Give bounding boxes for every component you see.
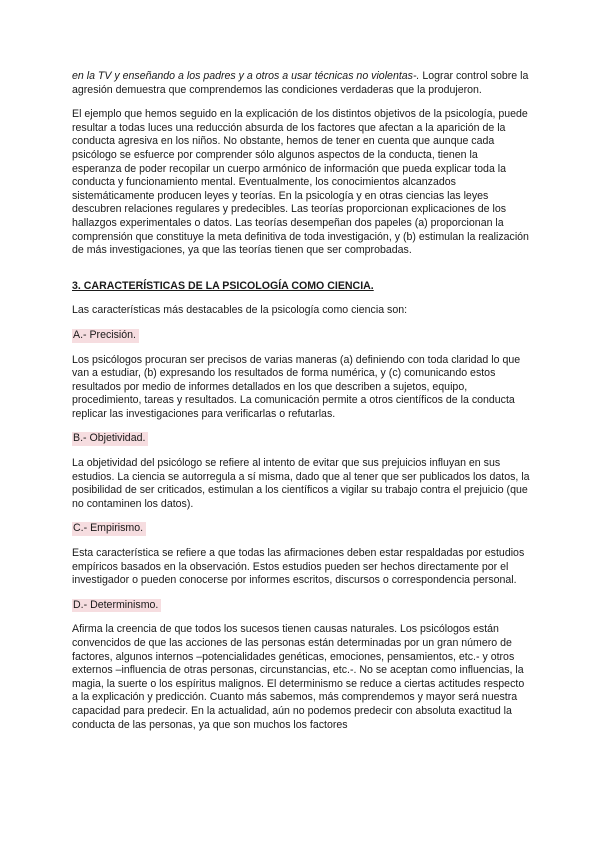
subsection-text: Afirma la creencia de que todos los sucesos tienen causas naturales. Los psicólogos están convencidos de que las acciones de las personas están determinadas por un gran número de factores, algunos internos –potencialidades genéticas, emociones, pensamientos, etc.- y otros externos –influencia de otras personas, circunstancias, etc.-. No se aceptan como influencias, la magia, la suerte o los espíritus malignos. El determinismo se reduce a ciertas actitudes respecto a la explicación y predicción. Cuanto más sabemos, más comprendemos y mayor será nuestra capacidad para predecir. En la actualidad, aún no podemos predecir con absoluta exactitud la conducta de las personas, ya que son muchos los factores xyxy=(72,623,525,731)
section-heading: 3. CARACTERÍSTICAS DE LA PSICOLOGÍA COMO CIENCIA. xyxy=(72,279,374,292)
intro-paragraph xyxy=(72,70,530,97)
subsection-title-determinismo-wrap xyxy=(72,599,530,613)
subsection-title-objetividad-wrap xyxy=(72,432,530,446)
subsection-title: D.- Determinismo. xyxy=(72,599,161,613)
subsection-text: Los psicólogos procuran ser precisos de varias maneras (a) definiendo con toda claridad lo que van a estudiar, (b) expresando los resultados de forma numérica, y (c) comunicando estos resultados por medio de informes detallados en los que describen a sujetos, equipo, procedimiento, tareas y resultados. La comunicación permite a otros científicos de la conducta replicar las investigaciones para verificarlas o refutarlas. xyxy=(72,353,521,420)
section-intro: Las características más destacables de la psicología como ciencia son: xyxy=(72,304,408,317)
subsection-text: La objetividad del psicólogo se refiere al intento de evitar que sus prejuicios influyan en sus estudios. La ciencia se autorregula a sí misma, dado que al tener que ser publicados los datos, la posibilidad de ser criticados, estimulan a los científicos a vigilar su trabajo contra el prejuicio (que no contaminen los datos). xyxy=(72,457,530,510)
intro-text: Lograr control sobre la agresión demuestra que comprendemos las condiciones verdaderas que la produjeron. xyxy=(72,70,529,96)
subsection-title: C.- Empirismo. xyxy=(72,522,146,536)
subsection-title-empirismo-wrap xyxy=(72,522,530,536)
subsection-title: A.- Precisión. xyxy=(72,329,139,343)
subsection-title-precision-wrap xyxy=(72,329,530,343)
intro-italic-text: en la TV y enseñando a los padres y a otros a usar técnicas no violentas-. xyxy=(72,70,420,82)
body-paragraph: El ejemplo que hemos seguido en la explicación de los distintos objetivos de la psicología, puede resultar a todas luces una reducción absurda de los factores que afectan a la aparición de la conducta agresiva en los niños. No obstante, hemos de tener en cuenta que aunque cada psicólogo se esfuerce por comprender sólo algunos aspectos de la conducta, tienen la esperanza de poder recopilar un cuerpo armónico de información que pueda explicar toda la conducta y funcionamiento mental. Eventualmente, los conocimientos alcanzados sistemáticamente producen leyes y teorías. En la psicología y en otras ciencias las leyes descubren relaciones regulares y predecibles. Las teorías proporcionan explicaciones de los hallazgos experimentales o datos. Las teorías desempeñan dos papeles (a) proporcionan la comprensión que constituye la meta definitiva de toda investigación, y (b) estimulan la realización de más investigaciones, ya que las teorías tienen que ser comprobadas. xyxy=(72,108,529,257)
subsection-title: B.- Objetividad. xyxy=(72,432,148,446)
subsection-text: Esta característica se refiere a que todas las afirmaciones deben estar respaldadas por estudios empíricos basados en la observación. Estos estudios pueden ser hechos directamente por el investigador o pueden conocerse por informes escritos, discursos o correspondencia personal. xyxy=(72,547,525,587)
